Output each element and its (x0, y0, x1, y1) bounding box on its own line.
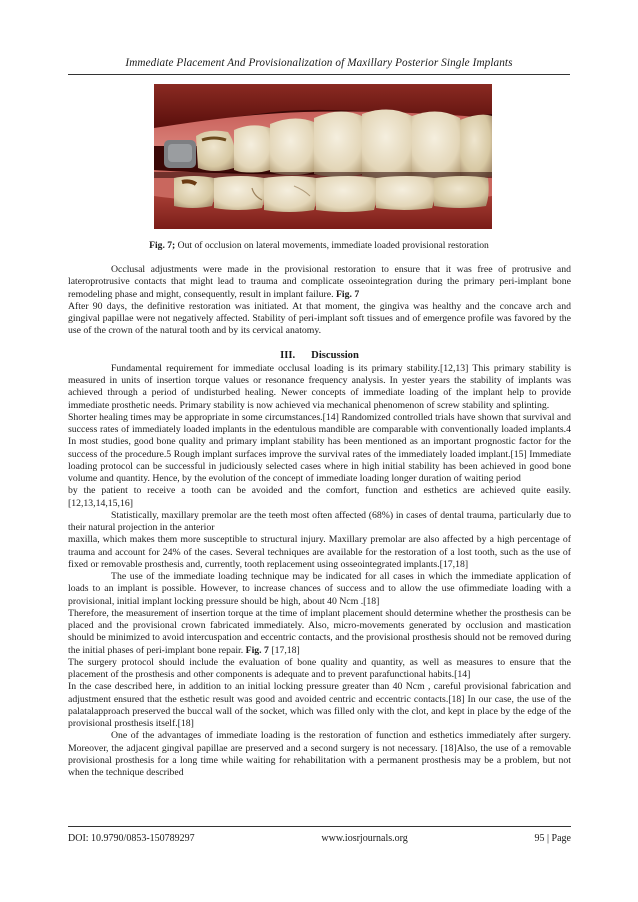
paragraph: After 90 days, the definitive restoration was initiated. At that moment, the gingiva was healthy and the concave arch and gingival papillae were not negatively affected. Stability of peri-implant soft tissues and of emergence profile was favored by the use of the crown of the natural tooth and by its cervical anatomy. (68, 300, 571, 337)
paragraph: Statistically, maxillary premolar are the teeth most often affected (68%) in cases of dental trauma, particularly due to their natural projection in the anterior (68, 509, 571, 533)
figure-reference: Fig. 7 (335, 288, 360, 300)
paragraph: The use of the immediate loading technique may be indicated for all cases in which the immediate application of loads to an implant is possible. However, to increase chances of success and to allow the use ofimmediate loading with a provisional, initial implant locking pressure should be high, about 40 Ncm .[18] (68, 571, 571, 607)
paragraph: Fundamental requirement for immediate occlusal loading is its primary stability.[12,13] This primary stability is measured in units of insertion torque values or resonance frequency analysis. In yester years the stability of implants was achieved through a period of undisturbed healing. Newer concepts of immediate loading of the implant help to provide immediate prosthetic needs. Primary stability is now achieved via mechanical phenomenon of screw stability and splinting. (68, 362, 571, 411)
figure-caption-text: Out of occlusion on lateral movements, immediate loaded provisional restoration (175, 240, 489, 251)
doi-text: DOI: 10.9790/0853-150789297 (68, 833, 195, 844)
paragraph-text: Therefore, the measurement of insertion torque at the time of implant placement should determine whether the prosthesis can be placed and the provisional crown fabricated immediately. Also, micro-movements generated by occlusion and mastication should be minimized to avoid intercuspation and eccentric contacts, and the provisional prosthesis should not be removed during the initial phases of peri-implant bone repair. (68, 607, 571, 656)
article-body (68, 264, 571, 779)
figure-7-image (154, 84, 492, 229)
paragraph-text: Occlusal adjustments were made in the provisional restoration to ensure that it was free of protrusive and lateroprotrusive contacts that might lead to trauma and complicate osseointegration during the primary peri-implant bone remodeling phase and might, consequently, result in implant failure. (68, 264, 571, 300)
running-header: Immediate Placement And Provisionalization of Maxillary Posterior Single Implants (125, 57, 513, 69)
figure-reference: Fig. 7 (245, 644, 269, 656)
section-number: III. (280, 349, 296, 361)
paragraph: by the patient to receive a tooth can be avoided and the comfort, function and esthetics are achieved quite easily.[12,13,14,15,16] (68, 485, 571, 509)
figure-caption (0, 240, 638, 251)
page-footer (68, 833, 571, 844)
paragraph: Shorter healing times may be appropriate in some circumstances.[14] Randomized controlled trials have shown that survival and success rates of immediately loaded implants in the edentulous mandible are comparable with conventionally loaded implants.4 In most studies, good bone quality and primary implant stability has been mentioned as an important prognostic factor for the success of the procedure.5 Rough implant surfaces improve the survival rates of the immediately loaded implant.[15] Immediate loading protocol can be successful in judiciously selected cases where in high initial stability has been achieved in good bone volume and quantity. Hence, by the evolution of the concept of immediate loading longer duration of waiting period (68, 411, 571, 484)
footer-divider (68, 826, 571, 827)
paragraph: One of the advantages of immediate loading is the restoration of function and esthetics immediately after surgery. Moreover, the adjacent gingival papillae are preserved and a second surgery is not necessary. [18]Also, the use of a removable provisional prosthesis for a long time while waiting for rehabilitation with a permanent prosthesis may be a problem, but not when the technique described (68, 730, 571, 778)
paragraph: The surgery protocol should include the evaluation of bone quality and quantity, as well as measures to ensure that the placement of the prosthesis and other components is adequate and to prevent parafunctional habits.[14] (68, 656, 571, 680)
paragraph (68, 264, 571, 301)
section-title: Discussion (311, 349, 359, 361)
journal-website: www.iosrjournals.org (321, 833, 408, 844)
dental-photo-icon (154, 84, 492, 229)
paragraph: maxilla, which makes them more susceptible to structural injury. Maxillary premolar are also affected by a high percentage of trauma and account for 24% of the cases. Several techniques are available for the restoration of a lost tooth, such as the use of fixed or removable prosthesis and, currently, tooth replacement using osseointegrated implants.[17,18] (68, 534, 571, 570)
figure-caption-label: Fig. 7; (149, 240, 176, 251)
paragraph (68, 608, 571, 657)
section-heading (68, 350, 571, 362)
page-number: 95 | Page (534, 833, 571, 844)
paragraph: In the case described here, in addition to an initial locking pressure greater than 40 Ncm , careful provisional fabrication and adjustment ensured that the esthetic result was good and avoided centric and eccentric contacts.[18] In our case, the use of the palatalapproach preserved the buccal wall of the socket, which was filled only with the clot, and kept in place by the edge of the provisional prosthesis itself.[18] (68, 681, 571, 729)
paragraph-text: [17,18] (268, 644, 300, 656)
header-divider (68, 74, 570, 75)
